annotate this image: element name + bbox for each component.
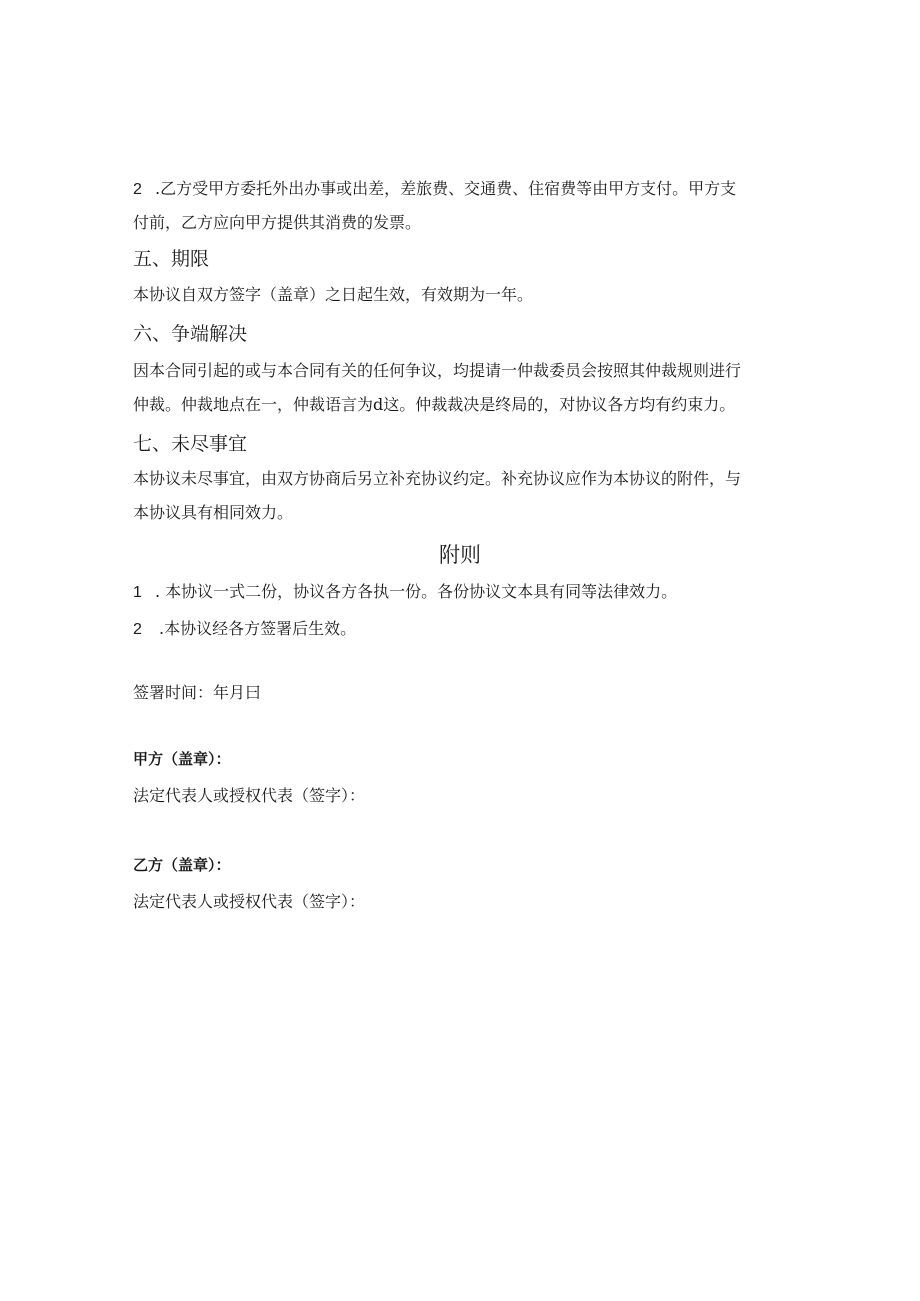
item-text: .本协议经各方签署后生效。 bbox=[159, 619, 357, 638]
appendix-item2 bbox=[133, 619, 356, 640]
section5-paragraph: 本协议自双方签字（盖章）之日起生效，有效期为一年。 bbox=[133, 285, 534, 304]
appendix-item1 bbox=[133, 582, 677, 603]
section7-paragraph-line2: 本协议具有相同效力。 bbox=[133, 503, 294, 522]
signing-date: 签署时间：年月曰 bbox=[133, 683, 262, 702]
party-b-representative-label: 法定代表人或授权代表（签字）： bbox=[133, 892, 366, 911]
item-number: 2 bbox=[133, 181, 142, 198]
section6-heading: 六、争端解决 bbox=[133, 323, 248, 345]
section6-paragraph-line1: 因本合同引起的或与本合同有关的任何争议，均提请一仲裁委员会按照其仲裁规则进行 bbox=[133, 361, 742, 380]
section5-heading: 五、期限 bbox=[133, 248, 210, 270]
paragraph-text: .乙方受甲方委托外出办事或出差，差旅费、交通费、住宿费等由甲方支付。甲方支 bbox=[155, 179, 737, 198]
item-number: 2 bbox=[133, 621, 142, 638]
item-number: 1 bbox=[133, 584, 142, 601]
section6-paragraph-line2: 仲裁。仲裁地点在一，仲裁语言为d这。仲裁裁决是终局的，对协议各方均有约束力。 bbox=[133, 395, 736, 414]
party-a-seal-label: 甲方（盖章）： bbox=[133, 750, 231, 768]
appendix-title: 附则 bbox=[439, 543, 481, 567]
section7-paragraph-line1: 本协议未尽事宜，由双方协商后另立补充协议约定。补充协议应作为本协议的附件，与 bbox=[133, 469, 742, 488]
party-b-seal-label: 乙方（盖章）： bbox=[133, 856, 231, 874]
section4-item2-line2: 付前，乙方应向甲方提供其消费的发票。 bbox=[133, 213, 422, 232]
section7-heading: 七、未尽事宜 bbox=[133, 433, 248, 455]
section4-item2-line1 bbox=[133, 179, 736, 200]
party-a-representative-label: 法定代表人或授权代表（签字）： bbox=[133, 786, 366, 805]
item-text: . 本协议一式二份，协议各方各执一份。各份协议文本具有同等法律效力。 bbox=[155, 582, 678, 601]
